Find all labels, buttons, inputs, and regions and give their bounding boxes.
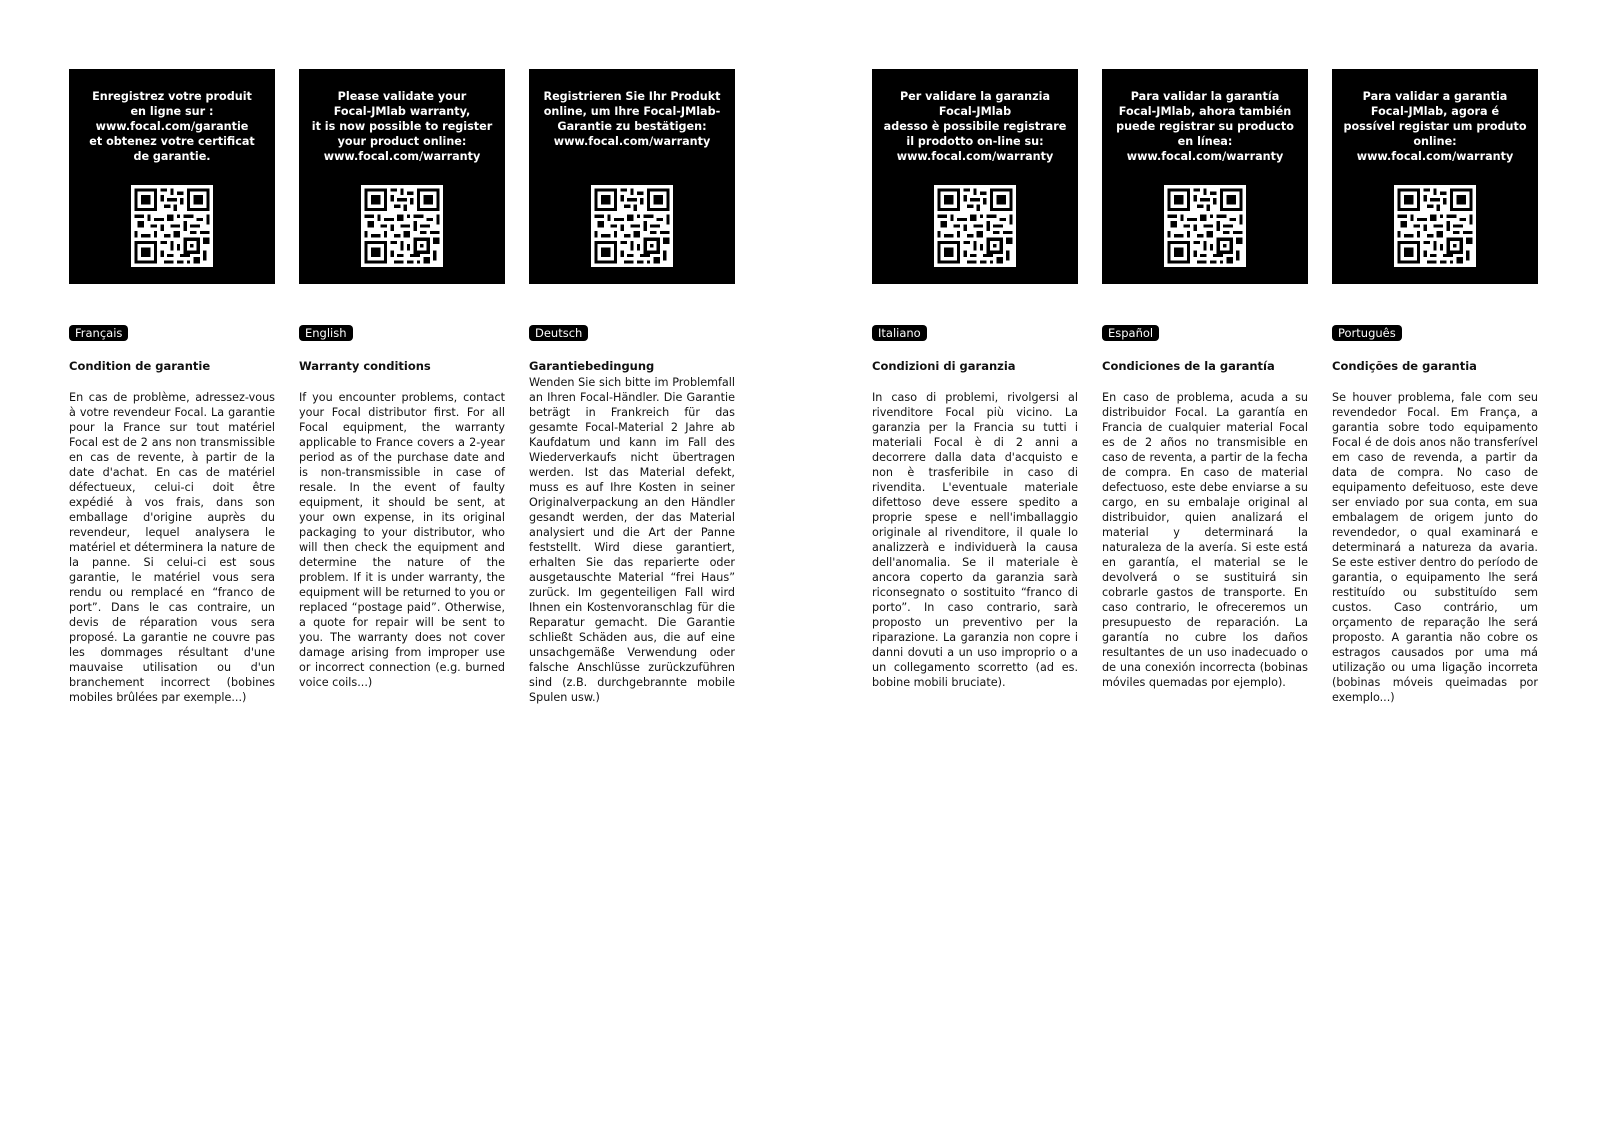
language-badge: Português bbox=[1332, 325, 1402, 341]
qr-code-icon bbox=[591, 185, 673, 267]
warranty-body-text: Wenden Sie sich bitte im Problemfall an Ihren Focal-Händler. Die Garantie beträgt in Frankreich für das gesamte Focal-Material 2 Jahre ab Kaufdatum und kann im Fall des Wiederverkaufs nicht übertragen werden. Ist das Material defekt, muss es auf Ihre Kosten in seiner Originalverpackung an den Händler gesandt werden, der das Material analysiert und die Art der Panne feststellt. Wird diese garantiert, erhalten Sie das reparierte oder ausgetauschte Material “frei Haus” zurück. Im gegenteiligen Fall wird Ihnen ein Kostenvoranschlag für die Reparatur gemacht. Die Garantie schließt Schäden aus, die auf eine unsachgemäße Verwendung oder falsche Anschlüsse zurückzuführen sind (z.B. durchgebrannte mobile Spulen usw.) bbox=[529, 376, 735, 704]
warranty-column-it bbox=[872, 69, 1078, 689]
section-title: Condition de garantie bbox=[69, 359, 211, 373]
language-badge: Français bbox=[69, 325, 128, 341]
qr-code-icon bbox=[361, 185, 443, 267]
qr-code-icon bbox=[131, 185, 213, 267]
registration-box bbox=[299, 69, 505, 284]
language-badge: Italiano bbox=[872, 325, 927, 341]
section-title: Garantiebedingung bbox=[529, 359, 655, 373]
qr-code-icon bbox=[1394, 185, 1476, 267]
qr-code-icon bbox=[1164, 185, 1246, 267]
warranty-body-text: En caso de problema, acuda a su distribuidor Focal. La garantía en Francia de cualquier material Focal es de 2 años no transmisible en caso de reventa, a partir de la fecha de compra. En caso de material defectuoso, este debe enviarse a su cargo, en su embalaje original al distribuidor, quien analizará el material y determinará la naturaleza de la avería. Si este está en garantía, el material se le devolverá o se sustituirá sin cobrarle gastos de transporte. En caso contrario, le ofreceremos un presupuesto de reparación. La garantía no cubre los daños resultantes de un uso inadecuado o de una conexión incorrecta (bobinas móviles quemadas por ejemplo). bbox=[1102, 391, 1308, 689]
registration-text: Para validar a garantia Focal-JMlab, agora é possível registar um produto online: www.focal.com/warranty bbox=[1343, 90, 1527, 163]
registration-text: Per validare la garanzia Focal-JMlab adesso è possibile registrare il prodotto on-line su: www.focal.com/warranty bbox=[883, 90, 1067, 163]
warranty-column-de bbox=[529, 69, 735, 704]
warranty-column-pt bbox=[1332, 69, 1538, 704]
registration-box bbox=[529, 69, 735, 284]
registration-text: Please validate your Focal-JMlab warranty, it is now possible to register your product online: www.focal.com/warranty bbox=[311, 90, 493, 163]
language-badge: Deutsch bbox=[529, 325, 588, 341]
warranty-column-es bbox=[1102, 69, 1308, 689]
language-badge: English bbox=[299, 325, 353, 341]
registration-box bbox=[1102, 69, 1308, 284]
section-title: Condições de garantia bbox=[1332, 359, 1477, 373]
registration-text: Para validar la garantía Focal-JMlab, ahora también puede registrar su producto en línea: www.focal.com/warranty bbox=[1116, 90, 1294, 163]
section-title: Warranty conditions bbox=[299, 359, 431, 373]
language-badge: Español bbox=[1102, 325, 1159, 341]
registration-box bbox=[1332, 69, 1538, 284]
warranty-body-text: In caso di problemi, rivolgersi al rivenditore Focal più vicino. La garanzia per la Francia su tutti i materiali Focal è di 2 anni a decorrere dalla data d'acquisto e non è trasferibile in caso di rivendita. L'eventuale materiale difettoso deve essere spedito a proprie spese e nell'imballaggio originale al rivenditore, il quale lo analizzerà e individuerà la causa dell'anomalia. Se il materiale è ancora coperto da garanzia sarà riconsegnato o sostituito “franco di porto”. In caso contrario, sarà proposto un preventivo per la riparazione. La garanzia non copre i danni dovuti a un uso improprio o a un collegamento scorretto (ad es. bobine mobili bruciate). bbox=[872, 391, 1078, 689]
registration-text: Registrieren Sie Ihr Produkt online, um Ihre Focal-JMlab- Garantie zu bestätigen: www.focal.com/warranty bbox=[543, 90, 721, 148]
registration-box bbox=[872, 69, 1078, 284]
qr-code-icon bbox=[934, 185, 1016, 267]
section-title: Condizioni di garanzia bbox=[872, 359, 1016, 373]
warranty-body-text: En cas de problème, adressez-vous à votre revendeur Focal. La garantie pour la France sur tout matériel Focal est de 2 ans non transmissible en cas de revente, à partir de la date d'achat. En cas de matériel défectueux, celui-ci doit être expédié à vos frais, dans son emballage d'origine auprès du revendeur, lequel analysera le matériel et déterminera la nature de la panne. Si celui-ci est sous garantie, le matériel vous sera rendu ou remplacé en “franco de port”. Dans le cas contraire, un devis de réparation vous sera proposé. La garantie ne couvre pas les dommages résultant d'une mauvaise utilisation ou d'un branchement incorrect (bobines mobiles brûlées par exemple...) bbox=[69, 391, 275, 704]
warranty-body-text: If you encounter problems, contact your Focal distributor first. For all Focal equipment, the warranty applicable to France covers a 2-year period as of the purchase date and is non-transmissible in case of resale. In the event of faulty equipment, it should be sent, at your own expense, in its original packaging to your distributor, who will then check the equipment and determine the nature of the problem. If it is under warranty, the equipment will be returned to you or replaced “postage paid”. Otherwise, a quote for repair will be sent to you. The warranty does not cover damage arising from improper use or incorrect connection (e.g. burned voice coils...) bbox=[299, 391, 505, 689]
registration-box bbox=[69, 69, 275, 284]
warranty-body-text: Se houver problema, fale com seu revendedor Focal. Em França, a garantia sobre todo equipamento Focal é de dois anos não transferível em caso de revenda, a partir da data de compra. No caso de equipamento defeituoso, este deve ser enviado por sua conta, em sua embalagem de origem junto do revendedor, o qual examinará e determinará a natureza da avaria. Se este estiver dentro do período de garantia, o equipamento lhe será restituído ou substituído sem custos. Caso contrário, um orçamento de reparação lhe será proposto. A garantia não cobre os estragos causados por uma má utilização ou uma ligação incorreta (bobinas móveis queimadas por exemplo...) bbox=[1332, 391, 1538, 704]
warranty-column-en bbox=[299, 69, 505, 689]
registration-text: Enregistrez votre produit en ligne sur : www.focal.com/garantie et obtenez votre certificat de garantie. bbox=[89, 90, 255, 163]
warranty-column-fr bbox=[69, 69, 275, 704]
section-title: Condiciones de la garantía bbox=[1102, 359, 1275, 373]
